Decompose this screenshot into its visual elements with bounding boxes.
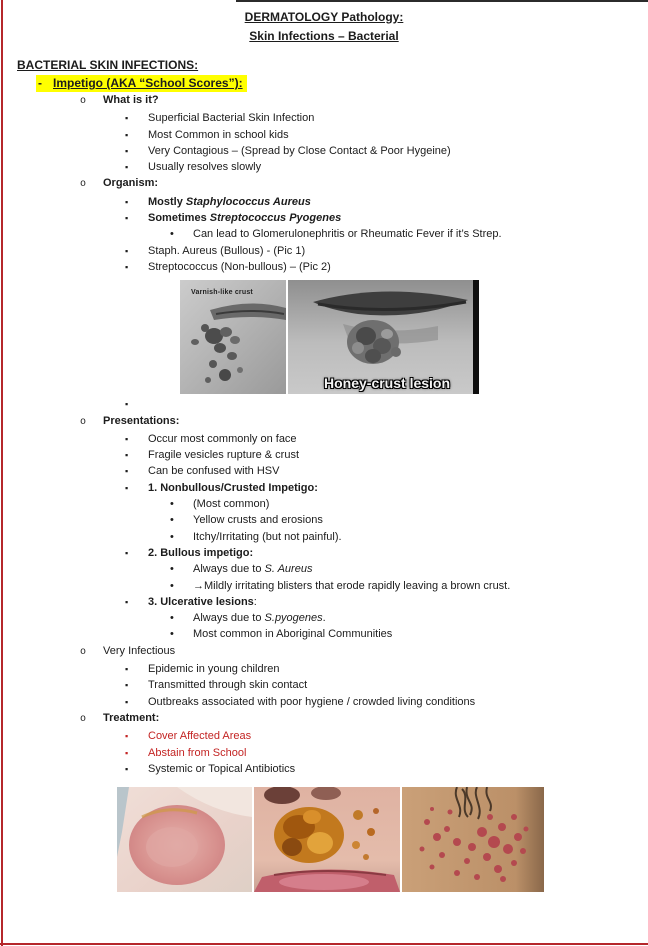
dot-bullet-icon: •	[170, 514, 174, 527]
photo-illustration	[180, 280, 286, 394]
list-item: ▪ Very Contagious – (Spread by Close Contact & Poor Hygeine)	[0, 143, 648, 159]
topic-impetigo	[0, 75, 648, 92]
square-bullet-icon: ▪	[125, 129, 129, 140]
species-name: S. Aureus	[264, 563, 313, 576]
dot-bullet-icon: •	[170, 579, 174, 592]
heading-bullous: ▪ 2. Bullous impetigo:	[0, 545, 648, 561]
dash-bullet: -	[38, 76, 42, 90]
impetigo-bullous-photo	[180, 280, 286, 394]
document-title-block	[0, 0, 648, 46]
species-name: Streptococcus Pyogenes	[209, 212, 342, 225]
circle-bullet-icon: o	[80, 646, 87, 658]
square-bullet-icon: ▪	[125, 763, 129, 774]
square-bullet-icon: ▪	[125, 113, 129, 124]
square-bullet-icon: ▪	[125, 162, 129, 173]
list-item-warning: ▪ Cover Affected Areas	[0, 728, 648, 744]
page-title: DERMATOLOGY Pathology:	[244, 10, 404, 24]
dot-bullet-icon: •	[170, 612, 174, 625]
dot-bullet-icon: •	[170, 628, 174, 641]
list-item: ▪ Staph. Aureus (Bullous) - (Pic 1)	[0, 243, 648, 259]
figure-row-top	[180, 280, 648, 394]
photo-caption: Varnish-like crust	[191, 289, 253, 297]
square-bullet-icon: ▪	[125, 466, 129, 477]
heading-ulcerative: ▪ 3. Ulcerative lesions:	[0, 594, 648, 610]
square-bullet-icon: ▪	[125, 245, 129, 256]
heading-nonbullous: ▪ 1. Nonbullous/Crusted Impetigo:	[0, 480, 648, 496]
list-item: • →Mildly irritating blisters that erode rapidly leaving a brown crust.	[0, 578, 648, 594]
circle-bullet-icon: o	[80, 96, 87, 107]
heading-very-infectious: o Very Infectious	[0, 643, 648, 661]
heading-presentations: o Presentations:	[0, 413, 648, 431]
list-item: ▪ Superficial Bacterial Skin Infection	[0, 110, 648, 126]
square-bullet-icon: ▪	[125, 261, 129, 272]
square-bullet-icon: ▪	[125, 482, 129, 493]
dot-bullet-icon: •	[170, 563, 174, 576]
topic-label: Impetigo (AKA “School Scores”):	[53, 76, 243, 90]
list-item: • (Most common)	[0, 496, 648, 512]
dot-bullet-icon: •	[170, 498, 174, 511]
photo-illustration	[402, 787, 544, 892]
heading-treatment: o Treatment:	[0, 710, 648, 728]
photo-illustration	[254, 787, 400, 892]
list-item: • Can lead to Glomerulonephritis or Rheumatic Fever if it’s Strep.	[0, 226, 648, 242]
heading-what-is-it: o What is it?	[0, 92, 648, 110]
photo-illustration	[117, 787, 252, 892]
list-item: ▪ Usually resolves slowly	[0, 159, 648, 175]
species-name: Staphylococcus Aureus	[185, 195, 311, 208]
square-bullet-icon: ▪	[125, 433, 129, 444]
circle-bullet-icon: o	[80, 416, 87, 428]
list-item: ▪ Transmitted through skin contact	[0, 677, 648, 693]
photo-caption: Honey-crust lesion	[324, 375, 451, 392]
square-bullet-icon: ▪	[125, 596, 129, 607]
square-bullet-icon: ▪	[125, 450, 129, 461]
square-bullet-icon: ▪	[125, 680, 129, 691]
circle-bullet-icon: o	[80, 179, 87, 191]
list-item: ▪ Streptococcus (Non-bullous) – (Pic 2)	[0, 259, 648, 275]
list-item: ▪ Systemic or Topical Antibiotics	[0, 761, 648, 777]
list-item: ▪ Occur most commonly on face	[0, 431, 648, 447]
heading-organism: o Organism:	[0, 175, 648, 193]
spotted-rash-photo	[402, 787, 544, 892]
list-item: ▪ Can be confused with HSV	[0, 463, 648, 479]
list-item: • Yellow crusts and erosions	[0, 512, 648, 528]
list-item: • Always due to S. Aureus	[0, 561, 648, 577]
list-item: ▪ Epidemic in young children	[0, 661, 648, 677]
honey-crust-mouth-photo	[254, 787, 400, 892]
square-bullet-icon: ▪	[125, 196, 129, 207]
list-item: • Always due to S.pyogenes.	[0, 610, 648, 626]
list-item: ▪ Outbreaks associated with poor hygiene / crowded living conditions	[0, 694, 648, 710]
square-bullet-icon: ▪	[125, 664, 129, 675]
highlighted-topic	[36, 75, 247, 92]
square-bullet-icon: ▪	[125, 213, 129, 224]
figure-row-bottom	[117, 787, 648, 892]
square-bullet-icon: ▪	[125, 731, 129, 742]
square-bullet-icon: ▪	[125, 547, 129, 558]
square-bullet-icon: ▪	[125, 747, 129, 758]
top-edge-line	[236, 0, 648, 2]
list-item: ▪ Sometimes Streptococcus Pyogenes	[0, 210, 648, 226]
page-subtitle: Skin Infections – Bacterial	[249, 29, 399, 43]
list-item: ▪ Fragile vesicles rupture & crust	[0, 447, 648, 463]
list-item: • Itchy/Irritating (but not painful).	[0, 529, 648, 545]
square-bullet-icon: ▪	[125, 399, 129, 410]
impetigo-honey-crust-photo	[288, 280, 479, 394]
dot-bullet-icon: •	[170, 228, 174, 241]
list-item: • Most common in Aboriginal Communities	[0, 626, 648, 642]
square-bullet-icon: ▪	[125, 145, 129, 156]
empty-list-item	[0, 396, 648, 412]
section-heading: BACTERIAL SKIN INFECTIONS:	[17, 58, 199, 72]
list-item: ▪ Mostly Staphylococcus Aureus	[0, 194, 648, 210]
skin-fold-rash-photo	[117, 787, 252, 892]
species-name: S.pyogenes	[264, 612, 323, 625]
dot-bullet-icon: •	[170, 530, 174, 543]
circle-bullet-icon: o	[80, 713, 87, 725]
left-page-border	[1, 0, 3, 946]
square-bullet-icon: ▪	[125, 696, 129, 707]
bottom-page-border	[0, 943, 648, 945]
list-item: ▪ Most Common in school kids	[0, 127, 648, 143]
list-item-warning: ▪ Abstain from School	[0, 745, 648, 761]
